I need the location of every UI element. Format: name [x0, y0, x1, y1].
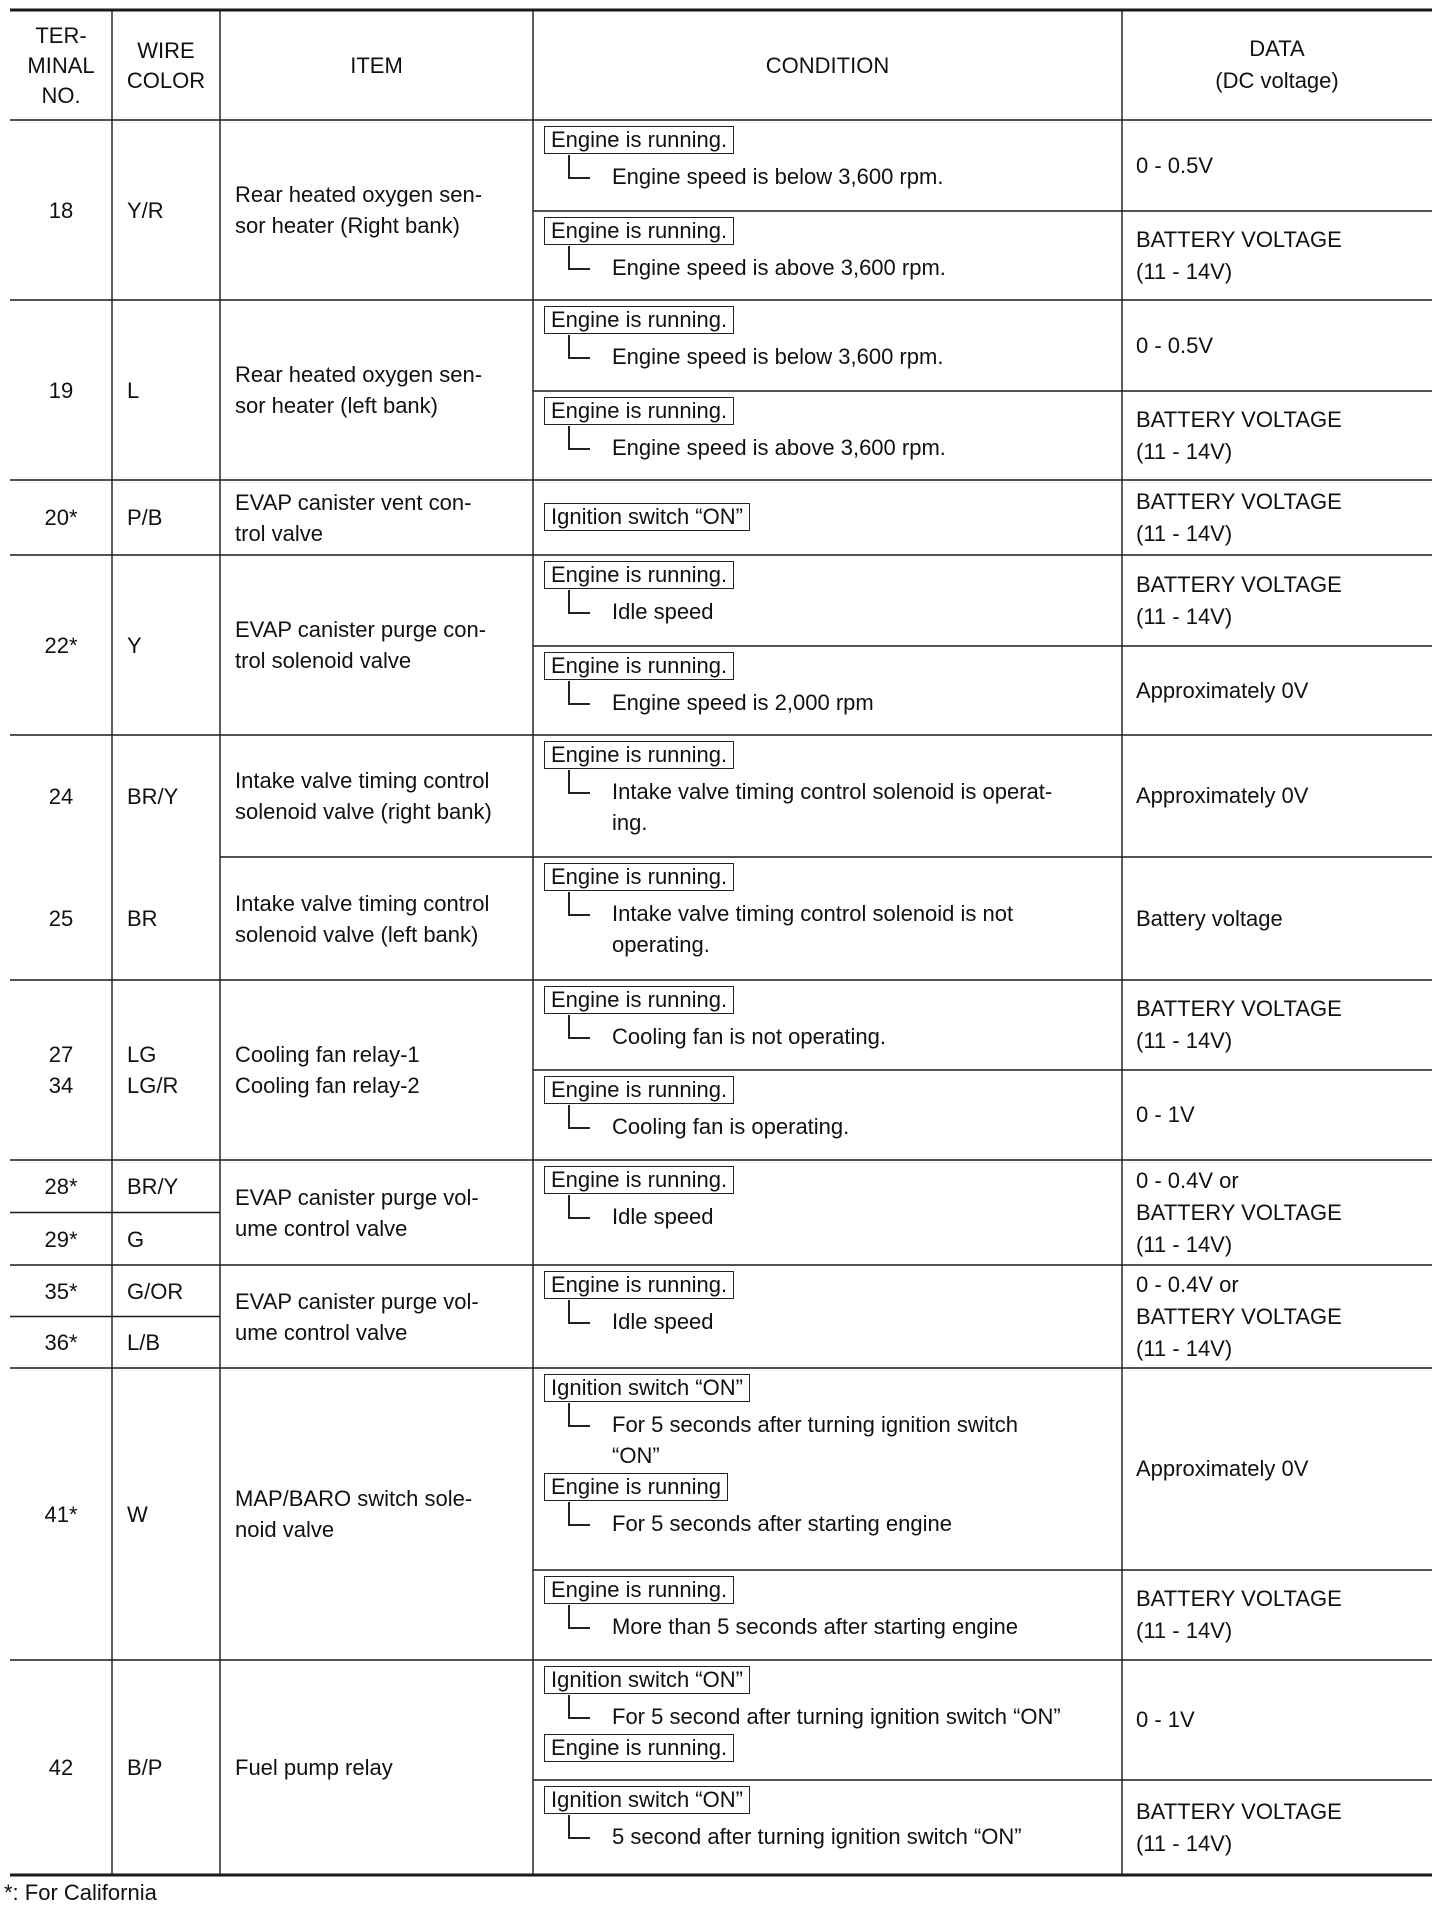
condition-box: Engine is running.: [544, 652, 734, 680]
connector-line: [568, 1524, 590, 1526]
wire-color: BR/Y: [127, 783, 179, 809]
data-value: (11 - 14V): [1136, 520, 1233, 546]
terminal-no: 18: [48, 197, 74, 223]
data-value: BATTERY VOLTAGE: [1136, 1586, 1342, 1611]
condition-detail: Engine speed is 2,000 rpm: [612, 690, 874, 715]
item-name: ume control valve: [235, 1319, 408, 1345]
condition-detail: For 5 seconds after starting engine: [612, 1511, 952, 1536]
data-value: (11 - 14V): [1136, 438, 1233, 464]
connector-line: [568, 177, 590, 179]
wire-color: LG: [127, 1042, 157, 1067]
condition-detail: ing.: [612, 810, 648, 835]
condition-box: Engine is running.: [544, 1576, 734, 1604]
data-value: (11 - 14V): [1136, 1830, 1233, 1856]
item-name: sor heater (Right bank): [235, 213, 460, 238]
condition-box: Engine is running.: [544, 217, 734, 245]
connector-line: [568, 681, 570, 703]
condition-detail: Engine speed is above 3,600 rpm.: [612, 255, 946, 280]
wire-color: LG/R: [127, 1073, 179, 1098]
connector-line: [568, 914, 590, 916]
condition-detail: Intake valve timing control solenoid is not: [612, 901, 1014, 926]
data-value: 0 - 1V: [1136, 1102, 1195, 1127]
connector-line: [568, 1403, 570, 1425]
header-item: ITEM: [350, 53, 403, 78]
condition-box: Engine is running.: [544, 1734, 734, 1762]
item-name: EVAP canister purge vol-: [235, 1288, 479, 1314]
connector-line: [568, 268, 590, 270]
data-value: 0 - 0.5V: [1136, 152, 1214, 178]
data-value: BATTERY VOLTAGE: [1136, 996, 1342, 1021]
data-value: BATTERY VOLTAGE: [1136, 1199, 1342, 1225]
condition-box: Engine is running.: [544, 561, 734, 589]
header-terminal-no: TER-: [35, 23, 87, 48]
condition-box: Engine is running.: [544, 986, 734, 1014]
header-wire-color: WIRE: [137, 38, 195, 63]
header-terminal-no: MINAL: [27, 53, 95, 78]
terminal-no: 27: [48, 1042, 74, 1067]
header-data: (DC voltage): [1215, 68, 1339, 93]
wire-color: G: [127, 1226, 145, 1252]
item-name: ume control valve: [235, 1215, 408, 1241]
condition-box: Engine is running.: [544, 863, 734, 891]
data-value: (11 - 14V): [1136, 258, 1233, 284]
item-name: Intake valve timing control: [235, 768, 490, 793]
data-value: 0 - 0.4V or: [1136, 1271, 1239, 1297]
wire-color: Y: [127, 632, 142, 658]
data-value: 0 - 0.4V or: [1136, 1167, 1239, 1193]
condition-detail: Cooling fan is not operating.: [612, 1024, 886, 1049]
condition-box: Engine is running.: [544, 126, 734, 154]
header-wire-color: COLOR: [126, 68, 206, 93]
condition-detail: For 5 seconds after turning ignition switch: [612, 1412, 1018, 1437]
data-value: (11 - 14V): [1136, 603, 1233, 629]
terminal-no: 35*: [44, 1278, 78, 1304]
connector-line: [568, 357, 590, 359]
header-data: DATA: [1249, 36, 1305, 61]
connector-line: [568, 1322, 590, 1324]
connector-line: [568, 703, 590, 705]
item-name: Cooling fan relay-1: [235, 1042, 420, 1067]
footnote: *: For California: [4, 1880, 157, 1905]
wire-color: G/OR: [127, 1278, 184, 1304]
wire-color: BR/Y: [127, 1174, 179, 1200]
item-name: noid valve: [235, 1517, 335, 1542]
terminal-no: 42: [48, 1755, 74, 1780]
condition-box: Ignition switch “ON”: [544, 1786, 750, 1814]
item-name: Rear heated oxygen sen-: [235, 362, 483, 387]
data-value: BATTERY VOLTAGE: [1136, 1303, 1342, 1329]
terminal-no: 28*: [44, 1174, 78, 1200]
connector-line: [568, 335, 570, 357]
condition-box: Ignition switch “ON”: [544, 1666, 750, 1694]
terminal-no: 22*: [44, 632, 78, 658]
terminal-no: 24: [48, 783, 74, 809]
item-name: Cooling fan relay-2: [235, 1073, 420, 1098]
connector-line: [568, 590, 570, 612]
header-terminal-no: NO.: [41, 83, 81, 108]
data-value: BATTERY VOLTAGE: [1136, 1798, 1342, 1824]
connector-line: [568, 1605, 570, 1627]
item-name: MAP/BARO switch sole-: [235, 1486, 473, 1511]
wire-color: Y/R: [127, 197, 164, 223]
wire-color: P/B: [127, 505, 163, 530]
item-name: Rear heated oxygen sen-: [235, 182, 483, 207]
terminal-no: 19: [48, 377, 74, 403]
data-value: Approximately 0V: [1136, 783, 1309, 808]
data-value: Approximately 0V: [1136, 1456, 1309, 1481]
item-name: sor heater (left bank): [235, 393, 438, 418]
item-name: solenoid valve (left bank): [235, 921, 479, 947]
connector-line: [568, 1037, 590, 1039]
terminal-no: 25: [48, 906, 74, 931]
item-name: Fuel pump relay: [235, 1755, 393, 1780]
data-value: BATTERY VOLTAGE: [1136, 226, 1342, 252]
condition-detail: Engine speed is below 3,600 rpm.: [612, 164, 944, 189]
wire-color: L: [127, 377, 140, 403]
connector-line: [568, 448, 590, 450]
connector-line: [568, 892, 570, 914]
data-value: (11 - 14V): [1136, 1231, 1233, 1257]
connector-line: [568, 1300, 570, 1322]
connector-line: [568, 426, 570, 448]
condition-box: Engine is running.: [544, 1166, 734, 1194]
connector-line: [568, 612, 590, 614]
item-name: trol valve: [235, 520, 324, 546]
connector-line: [568, 1195, 570, 1217]
connector-line: [568, 1105, 570, 1127]
connector-line: [568, 792, 590, 794]
wire-color: BR: [127, 906, 158, 931]
condition-detail: Idle speed: [612, 1309, 714, 1334]
wire-color: L/B: [127, 1330, 161, 1356]
wire-color: W: [127, 1501, 148, 1527]
connector-line: [568, 1717, 590, 1719]
item-name: EVAP canister purge con-: [235, 617, 487, 642]
condition-box: Ignition switch “ON”: [544, 1374, 750, 1402]
data-value: (11 - 14V): [1136, 1618, 1233, 1643]
item-name: EVAP canister purge vol-: [235, 1184, 479, 1210]
condition-detail: More than 5 seconds after starting engine: [612, 1614, 1019, 1639]
terminal-no: 34: [48, 1073, 74, 1098]
condition-detail: 5 second after turning ignition switch “ON”: [612, 1824, 1022, 1849]
condition-box: Ignition switch “ON”: [544, 503, 750, 531]
condition-detail: “ON”: [612, 1443, 660, 1468]
connector-line: [568, 1502, 570, 1524]
condition-box: Engine is running.: [544, 397, 734, 425]
condition-detail: Idle speed: [612, 1204, 714, 1229]
connector-line: [568, 1627, 590, 1629]
condition-detail: operating.: [612, 932, 710, 957]
connector-line: [568, 155, 570, 177]
header-condition: CONDITION: [765, 53, 890, 78]
condition-box: Engine is running.: [544, 306, 734, 334]
data-value: (11 - 14V): [1136, 1335, 1233, 1361]
data-value: Approximately 0V: [1136, 677, 1309, 703]
connector-line: [568, 770, 570, 792]
data-value: (11 - 14V): [1136, 1028, 1233, 1053]
connector-line: [568, 1127, 590, 1129]
condition-detail: Engine speed is below 3,600 rpm.: [612, 344, 944, 369]
terminal-no: 41*: [44, 1501, 78, 1527]
item-name: Intake valve timing control: [235, 890, 490, 916]
connector-line: [568, 1425, 590, 1427]
item-name: solenoid valve (right bank): [235, 799, 492, 824]
condition-detail: Idle speed: [612, 599, 714, 624]
condition-detail: Cooling fan is operating.: [612, 1114, 850, 1139]
connector-line: [568, 1695, 570, 1717]
data-value: Battery voltage: [1136, 905, 1283, 931]
data-value: 0 - 1V: [1136, 1707, 1195, 1732]
data-value: BATTERY VOLTAGE: [1136, 488, 1342, 514]
terminal-no: 36*: [44, 1330, 78, 1356]
data-value: BATTERY VOLTAGE: [1136, 406, 1342, 432]
data-value: BATTERY VOLTAGE: [1136, 571, 1342, 597]
connector-line: [568, 246, 570, 268]
terminal-no: 29*: [44, 1226, 78, 1252]
connector-line: [568, 1837, 590, 1839]
condition-box: Engine is running.: [544, 1076, 734, 1104]
condition-box: Engine is running.: [544, 1271, 734, 1299]
connector-line: [568, 1015, 570, 1037]
condition-box: Engine is running.: [544, 741, 734, 769]
condition-detail: Engine speed is above 3,600 rpm.: [612, 435, 946, 460]
connector-line: [568, 1815, 570, 1837]
wire-color: B/P: [127, 1755, 163, 1780]
data-value: 0 - 0.5V: [1136, 332, 1214, 358]
terminal-no: 20*: [44, 505, 78, 530]
condition-box: Engine is running: [544, 1473, 728, 1501]
connector-line: [568, 1217, 590, 1219]
condition-detail: For 5 second after turning ignition switch “ON”: [612, 1704, 1061, 1729]
item-name: EVAP canister vent con-: [235, 489, 472, 515]
condition-detail: Intake valve timing control solenoid is operat-: [612, 779, 1053, 804]
item-name: trol solenoid valve: [235, 648, 412, 673]
